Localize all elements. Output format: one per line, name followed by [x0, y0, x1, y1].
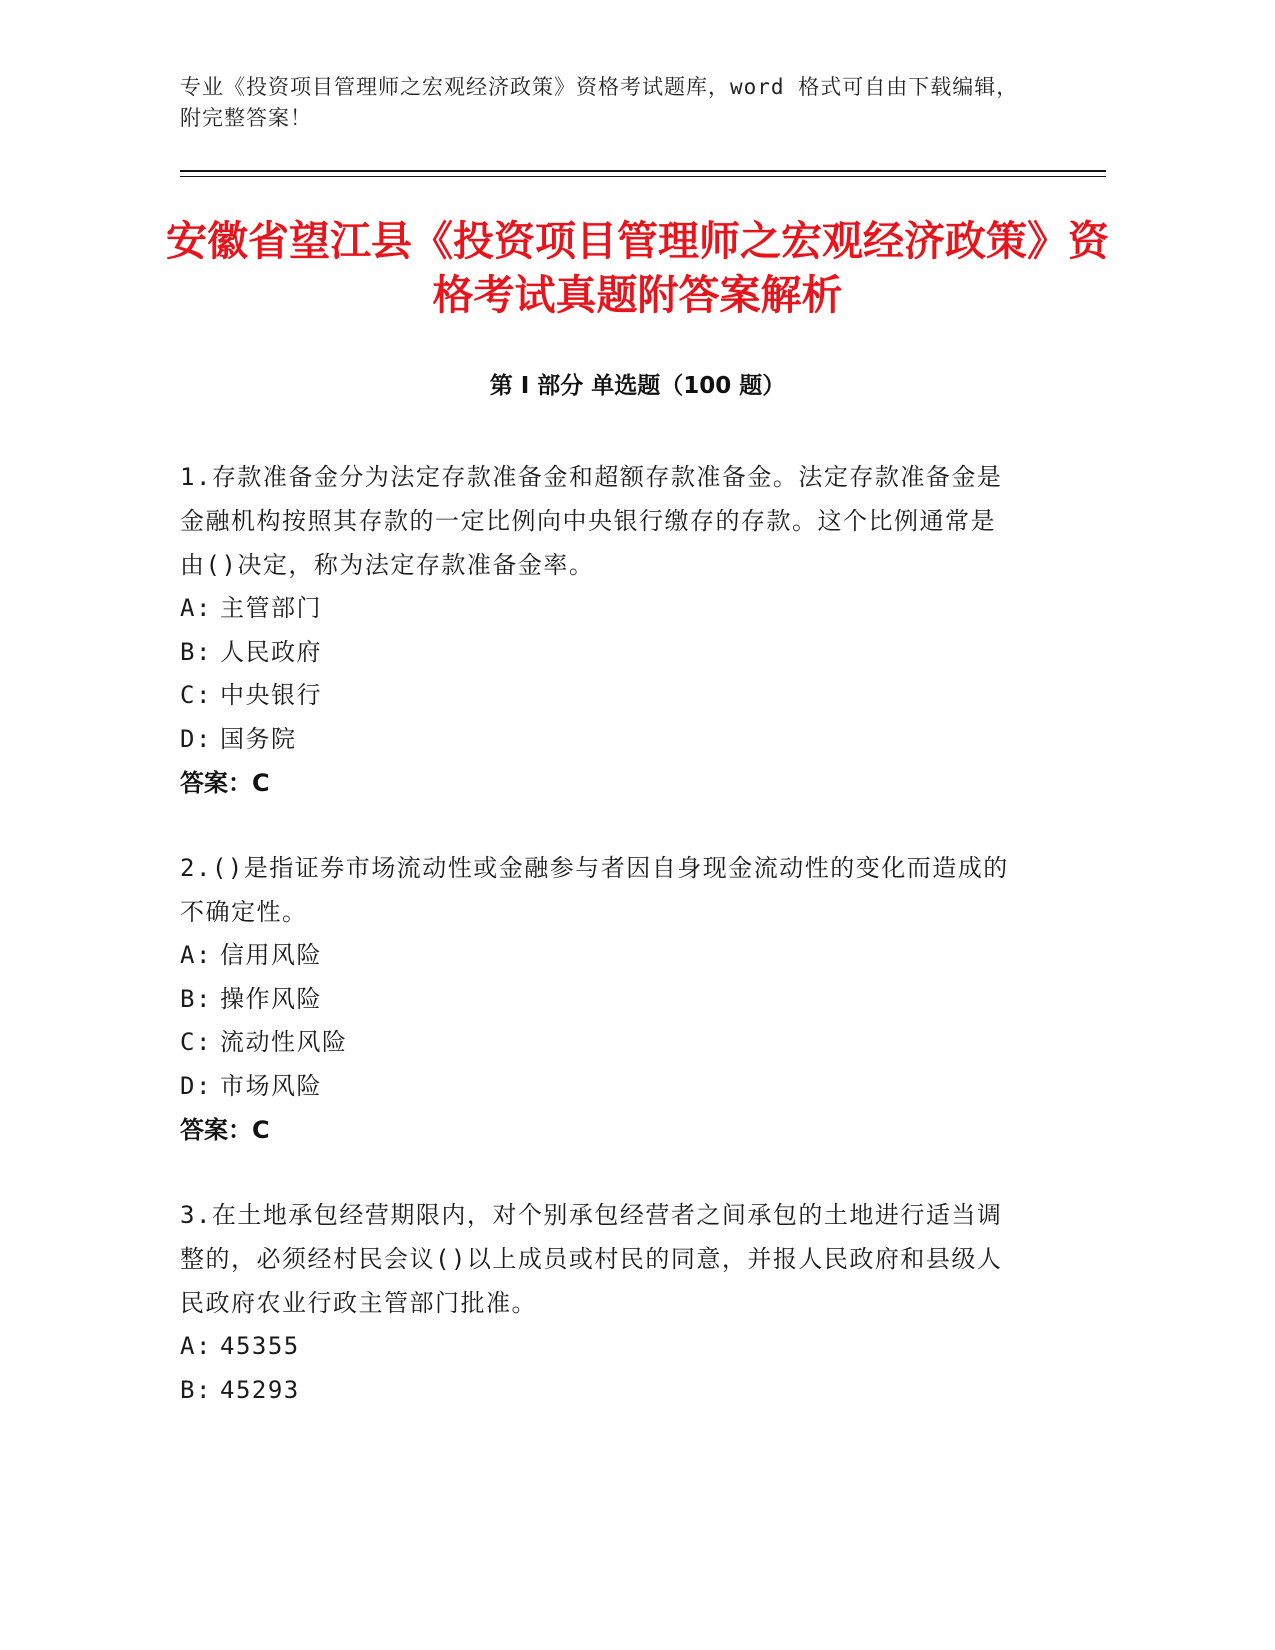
- question-item: [180, 846, 1020, 1152]
- question-list: [180, 455, 1020, 1453]
- option-row: [180, 1325, 1020, 1369]
- option-text: 中央银行: [220, 681, 322, 709]
- option-letter: A:: [180, 594, 212, 622]
- header-rule-thin: [180, 176, 1106, 177]
- option-letter: B:: [180, 984, 212, 1013]
- option-row: [180, 934, 1020, 978]
- question-stem: 1.存款准备金分为法定存款准备金和超额存款准备金。法定存款准备金是金融机构按照其存款的一定比例向中央银行缴存的存款。这个比例通常是由()决定，称为法定存款准备金率。: [180, 463, 1003, 579]
- option-row: [180, 631, 1020, 675]
- header-rule-thick: [180, 170, 1106, 172]
- option-row: [180, 1021, 1020, 1065]
- option-text: 信用风险: [220, 941, 322, 969]
- question-item: [180, 455, 1020, 805]
- option-letter: C:: [180, 681, 212, 709]
- question-stem: 3.在土地承包经营期限内，对个别承包经营者之间承包的土地进行适当调整的，必须经村民会议()以上成员或村民的同意，并报人民政府和县级人民政府农业行政主管部门批准。: [180, 1201, 1003, 1317]
- question-stem: 2.()是指证券市场流动性或金融参与者因自身现金流动性的变化而造成的不确定性。: [180, 854, 1009, 926]
- option-text: 国务院: [220, 724, 297, 753]
- option-letter: D:: [180, 724, 212, 753]
- option-letter: B:: [180, 1375, 212, 1404]
- option-text: 主管部门: [220, 594, 322, 622]
- option-text: 45293: [220, 1375, 300, 1404]
- option-row: [180, 718, 1020, 762]
- option-letter: B:: [180, 637, 212, 666]
- option-row: [180, 1065, 1020, 1109]
- document-title: 安徽省望江县《投资项目管理师之宏观经济政策》资格考试真题附答案解析: [166, 217, 1109, 319]
- answer-line: 答案：C: [180, 1116, 270, 1144]
- option-row: [180, 1369, 1020, 1413]
- answer-line: 答案：C: [180, 769, 270, 797]
- option-letter: C:: [180, 1028, 212, 1056]
- section-heading: 第 I 部分 单选题（100 题）: [489, 373, 786, 399]
- option-text: 市场风险: [220, 1071, 322, 1100]
- option-text: 45355: [220, 1332, 300, 1360]
- option-letter: A:: [180, 1332, 212, 1360]
- option-row: [180, 978, 1020, 1022]
- option-text: 流动性风险: [220, 1028, 348, 1056]
- option-row: [180, 587, 1020, 631]
- question-item: [180, 1193, 1020, 1412]
- option-row: [180, 674, 1020, 718]
- option-letter: D:: [180, 1071, 212, 1100]
- option-text: 操作风险: [220, 984, 322, 1013]
- option-letter: A:: [180, 941, 212, 969]
- header-note: 专业《投资项目管理师之宏观经济政策》资格考试题库，word 格式可自由下载编辑，附完整答案！: [180, 75, 1019, 130]
- option-text: 人民政府: [220, 637, 322, 666]
